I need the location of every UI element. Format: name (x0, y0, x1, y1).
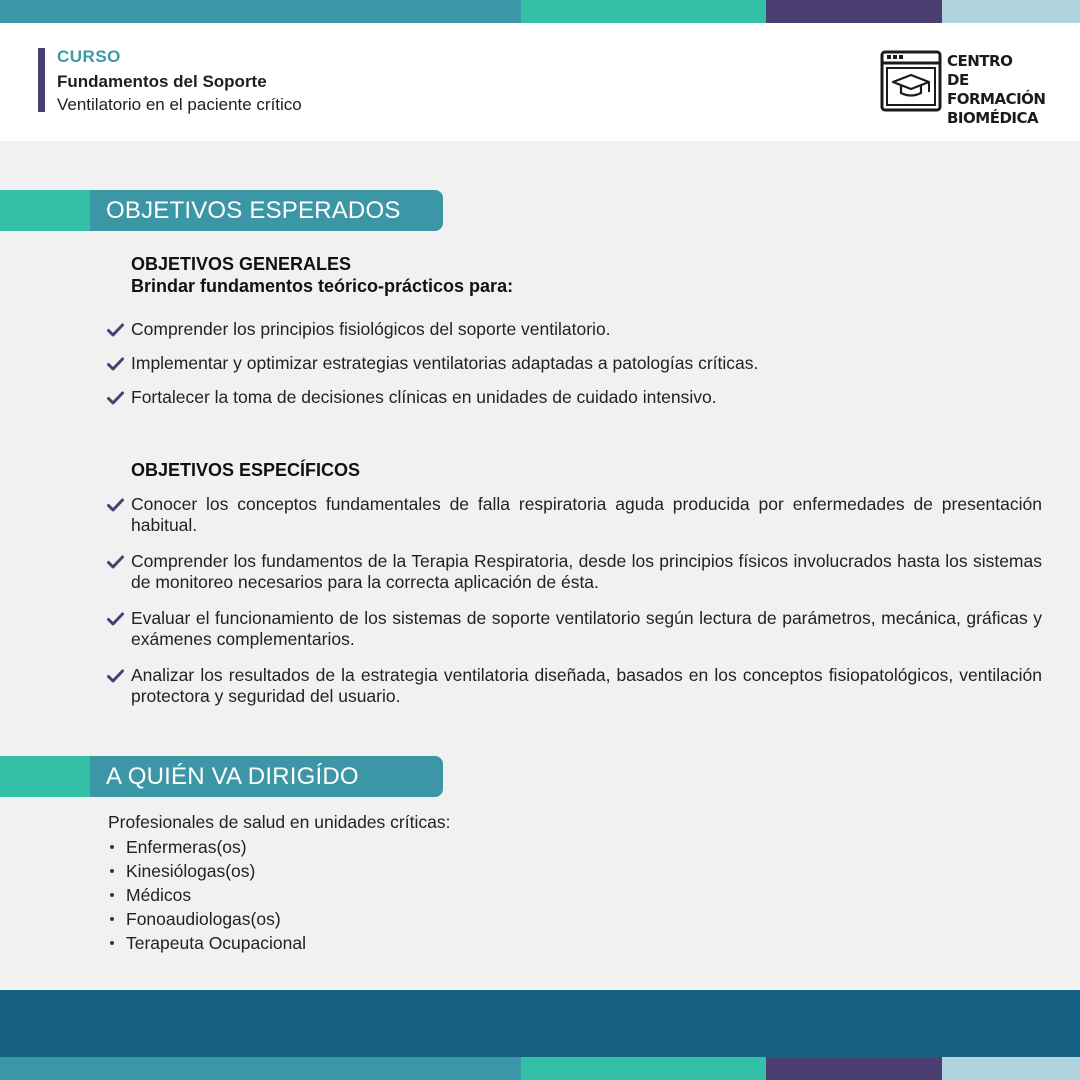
general-objectives-list (107, 319, 1042, 408)
checkmark-icon (107, 669, 124, 683)
course-accent-bar (38, 48, 45, 112)
bullet-icon (110, 869, 114, 873)
section-header-objectives (0, 190, 443, 231)
general-objectives-heading: OBJETIVOS GENERALES Brindar fundamentos teórico-prácticos para: (131, 254, 514, 296)
section-title-objectives: OBJETIVOS ESPERADOS (106, 197, 401, 224)
audience-intro: Profesionales de salud en unidades críticas: (108, 812, 451, 832)
list-item: Fortalecer la toma de decisiones clínicas en unidades de cuidado intensivo. (107, 387, 1042, 408)
list-item: Analizar los resultados de la estrategia ventilatoria diseñada, basados en los conceptos fisiopatológicos, ventilación protectora y seguridad del usuario. (107, 665, 1042, 707)
list-item: Evaluar el funcionamiento de los sistemas de soporte ventilatorio según lectura de parámetros, mecánica, gráficas y exámenes complementarios. (107, 608, 1042, 650)
bullet-icon (110, 845, 114, 849)
footer-band (0, 990, 1080, 1057)
checkmark-icon (107, 391, 124, 405)
section-title-audience: A QUIÉN VA DIRIGÍDO (106, 763, 359, 790)
browser-graduation-cap-icon (880, 50, 942, 112)
checkmark-icon (107, 555, 124, 569)
course-title-line1: Fundamentos del Soporte (57, 72, 267, 91)
list-item: Implementar y optimizar estrategias ventilatorias adaptadas a patologías críticas. (107, 353, 1042, 374)
bullet-icon (110, 941, 114, 945)
list-item: Médicos (108, 883, 306, 907)
section-header-audience (0, 756, 443, 797)
course-kicker: CURSO (57, 47, 121, 66)
audience-list (108, 835, 306, 955)
course-title-line2: Ventilatorio en el paciente crítico (57, 95, 302, 114)
checkmark-icon (107, 323, 124, 337)
checkmark-icon (107, 498, 124, 512)
brand-logo (880, 50, 1050, 127)
list-item: Enfermeras(os) (108, 835, 306, 859)
checkmark-icon (107, 357, 124, 371)
specific-objectives-list (107, 494, 1042, 707)
course-title (57, 70, 302, 116)
list-item: Fonoaudiologas(os) (108, 907, 306, 931)
list-item: Kinesiólogas(os) (108, 859, 306, 883)
page-header (0, 23, 1080, 141)
list-item: Comprender los principios fisiológicos del soporte ventilatorio. (107, 319, 1042, 340)
list-item: Terapeuta Ocupacional (108, 931, 306, 955)
list-item: Conocer los conceptos fundamentales de falla respiratoria aguda producida por enfermedades de presentación habitual. (107, 494, 1042, 536)
list-item: Comprender los fundamentos de la Terapia Respiratoria, desde los principios físicos involucrados hasta los sistemas de monitoreo necesarios para la correcta aplicación de ésta. (107, 551, 1042, 593)
checkmark-icon (107, 612, 124, 626)
bottom-color-stripe (0, 1057, 1080, 1080)
bullet-icon (110, 917, 114, 921)
top-color-stripe (0, 0, 1080, 23)
specific-objectives-heading: OBJETIVOS ESPECÍFICOS (131, 460, 361, 480)
bullet-icon (110, 893, 114, 897)
brand-logo-text: CENTRO DE FORMACIÓN BIOMÉDICA (947, 52, 1046, 127)
